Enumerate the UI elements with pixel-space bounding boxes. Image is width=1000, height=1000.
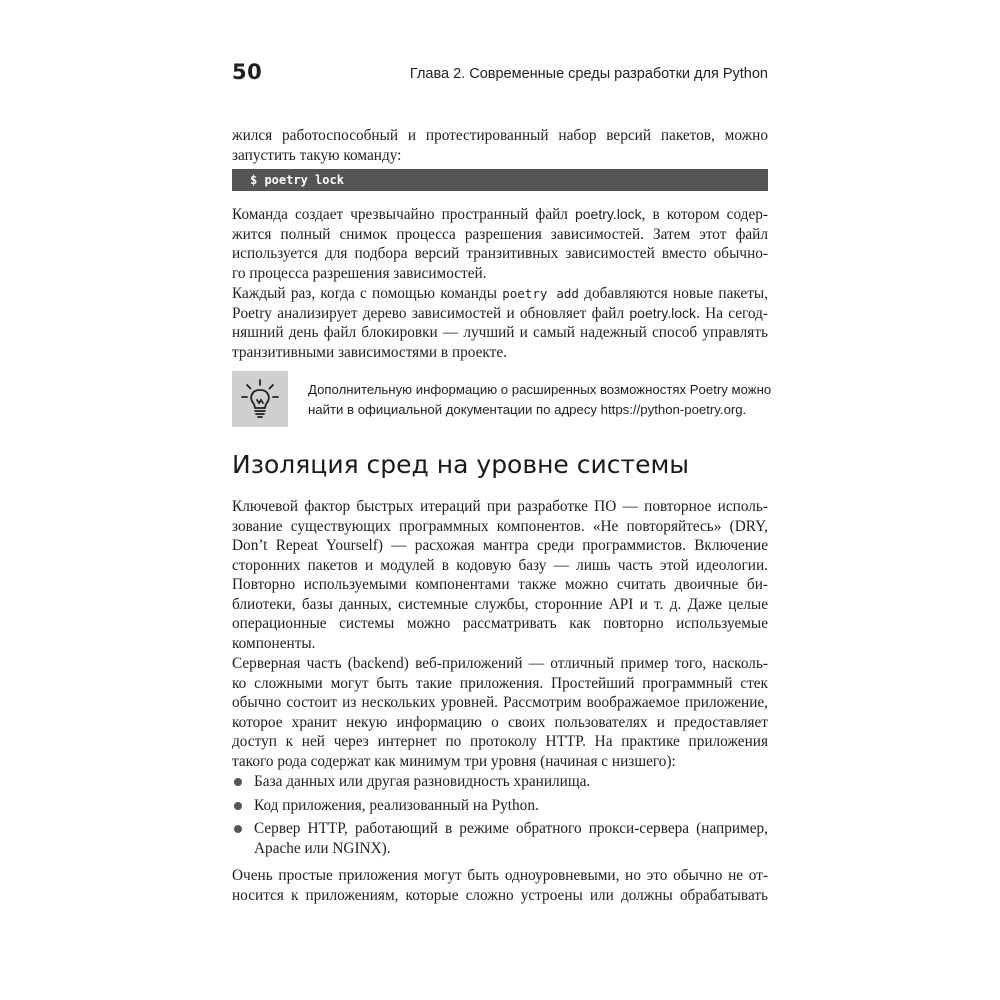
- text-line: жился работоспособный и протестированный набор версий пакетов, можно: [232, 127, 768, 144]
- text-line: сторонних пакетов и модулей в кодовую базу — лишь часть этой идеологии.: [232, 556, 768, 574]
- paragraph-poetry-lock: [232, 205, 768, 283]
- bullet-icon: [234, 778, 242, 786]
- paragraph-dry: [232, 497, 768, 653]
- text-line: Очень простые приложения могут быть одноуровневыми, но это обычно не от-: [232, 867, 768, 884]
- text-line: Серверная часть (backend) веб-приложений — отличный пример того, насколь-: [232, 655, 768, 672]
- text-line: такого рода содержат как минимум три уровня (начиная с низшего):: [232, 752, 676, 770]
- text-line: обычно состоит из нескольких уровней. Рассмотрим воображаемое приложение,: [232, 694, 768, 711]
- text-line: которое хранит некую информацию о своих пользователях и предоставляет: [232, 713, 768, 731]
- section-heading: Изоляция сред на уровне системы: [232, 450, 690, 479]
- bullet-icon: [234, 802, 242, 810]
- text-line: жится полный снимок процесса разрешения зависимостей. Затем этот файл: [232, 225, 768, 243]
- bullet-icon: [234, 825, 242, 833]
- code-block: $ poetry lock: [232, 169, 768, 191]
- inline-code: poetry add: [502, 286, 579, 301]
- running-header: Глава 2. Современные среды разработки для Python: [409, 66, 768, 82]
- text-line: зование существующих программных компонентов. «Не повторяйтесь» (DRY,: [232, 517, 768, 535]
- filename: poetry.lock: [574, 206, 642, 222]
- text-line: няшний день файл блокировки — лучший и самый надежный способ управлять: [232, 324, 768, 341]
- text-line: Сервер HTTP, работающий в режиме обратного прокси-сервера (например,: [254, 820, 768, 837]
- text-line: запустить такую команду:: [232, 146, 402, 164]
- tip-icon-box: [232, 371, 288, 427]
- tip-line: Дополнительную информацию о расширенных возможностях Poetry можно: [308, 382, 772, 397]
- text-line: Повторно используемыми компонентами также можно считать двоичные би-: [232, 576, 768, 593]
- paragraph-intro: [232, 126, 768, 165]
- text-line: используется для подбора версий транзитивных зависимостей вместо обычно-: [232, 245, 768, 262]
- text-line: блиотеки, базы данных, системные службы, сторонние API и т. д. Даже целые: [232, 595, 768, 613]
- lightbulb-icon: [232, 371, 288, 427]
- text-line: операционные системы можно рассматривать как повторно используемые: [232, 615, 768, 632]
- text-line: Ключевой фактор быстрых итераций при разработке ПО — повторное исполь-: [232, 498, 768, 515]
- text-line: Apache или NGINX).: [254, 839, 391, 857]
- text-line: доступ к ней через интернет по протоколу HTTP. На практике приложения: [232, 733, 768, 750]
- filename: poetry.lock: [629, 304, 697, 321]
- text-line: Код приложения, реализованный на Python.: [254, 797, 539, 814]
- tip-line: найти в официальной документации по адресу https://python-poetry.org.: [308, 401, 747, 417]
- paragraph-poetry-add: [232, 284, 768, 362]
- text-line: Команда создает чрезвычайно пространный файл poetry.lock, в котором содер-: [232, 206, 768, 223]
- text-line: Don’t Repeat Yourself) — расхожая мантра среди программистов. Включение: [232, 537, 768, 554]
- tip-text: [308, 380, 770, 419]
- text-line: носится к приложениям, которые сложно устроены или должны обрабатывать: [232, 886, 768, 904]
- page-number: 50: [232, 60, 263, 84]
- paragraph-single-tier: [232, 866, 768, 905]
- text-line: компоненты.: [232, 634, 316, 652]
- text-line: База данных или другая разновидность хранилища.: [254, 773, 591, 790]
- text-line: транзитивными зависимостями в проекте.: [232, 343, 507, 361]
- text-line: ко сложными могут быть такие приложения. Простейший программный стек: [232, 674, 768, 692]
- text-line: Каждый раз, когда с помощью команды poetry add добавляются новые пакеты,: [232, 285, 768, 302]
- text-line: го процесса разрешения зависимостей.: [232, 264, 487, 282]
- text-line: Poetry анализирует дерево зависимостей и обновляет файл poetry.lock. На сегод-: [232, 304, 768, 322]
- paragraph-backend: [232, 654, 768, 771]
